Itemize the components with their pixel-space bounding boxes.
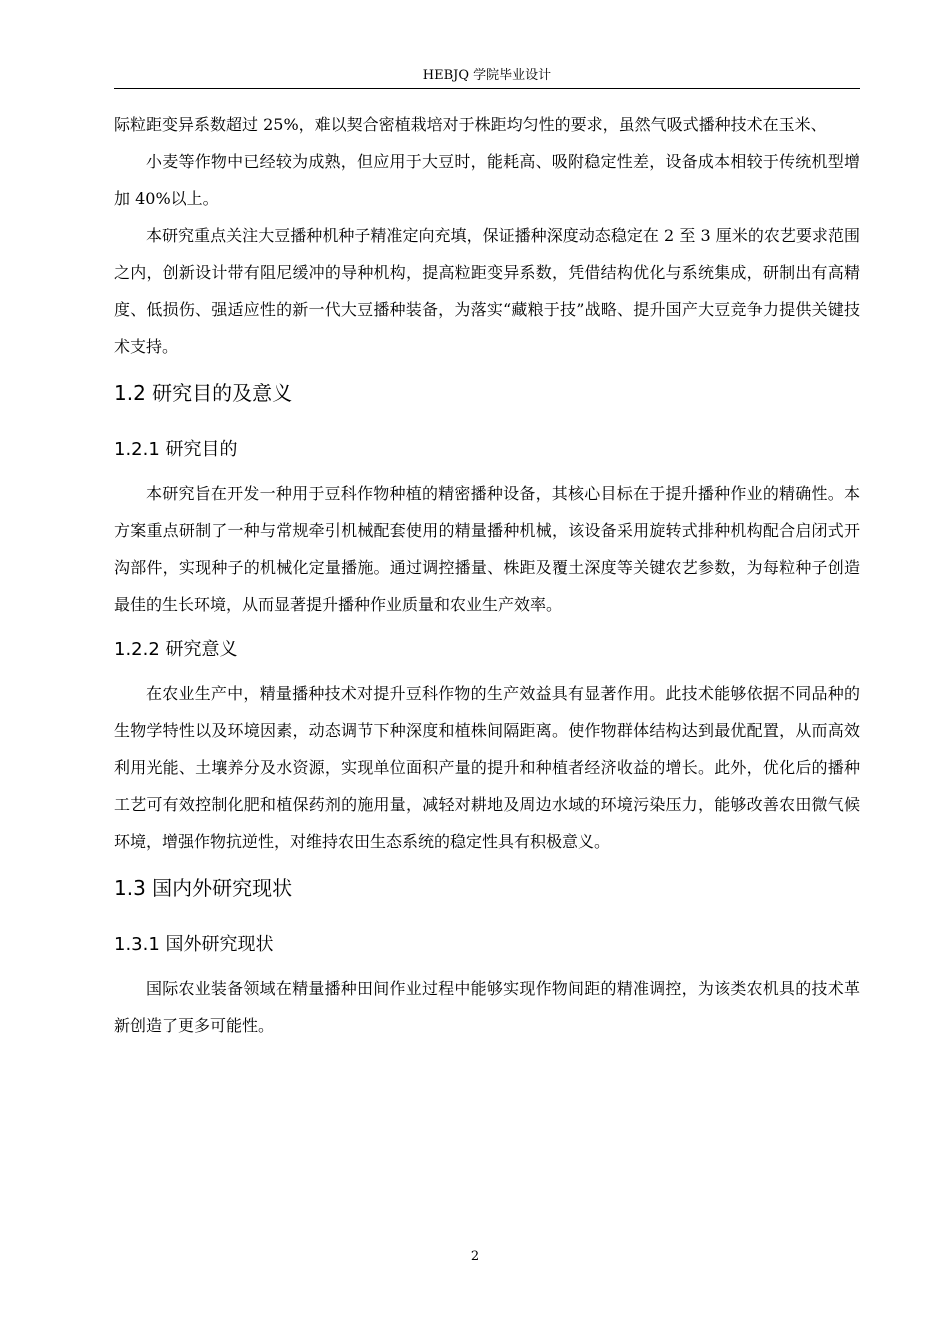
paragraph: 本研究旨在开发一种用于豆科作物种植的精密播种设备，其核心目标在于提升播种作业的精确性。本方案重点研制了一种与常规牵引机械配套使用的精量播种机械，该设备采用旋转式排种机构配合启闭式开沟部件，实现种子的机械化定量播施。通过调控播量、株距及覆土深度等关键农艺参数，为每粒种子创造最佳的生长环境，从而显著提升播种作业质量和农业生产效率。: [114, 484, 860, 614]
paragraph: 国际农业装备领域在精量播种田间作业过程中能够实现作物间距的精准调控，为该类农机具的技术革新创造了更多可能性。: [114, 979, 860, 1035]
subsection-heading-1-2-1: 1.2.1 研究目的: [114, 439, 238, 460]
page-number: 2: [470, 1249, 480, 1264]
paragraph-continuation: 际粒距变异系数超过 25%，难以契合密植栽培对于株距均匀性的要求，虽然气吸式播种技术在玉米、: [114, 115, 827, 134]
paragraph: 在农业生产中，精量播种技术对提升豆科作物的生产效益具有显著作用。此技术能够依据不同品种的生物学特性以及环境因素，动态调节下种深度和植株间隔距离。使作物群体结构达到最优配置，从而高效利用光能、土壤养分及水资源，实现单位面积产量的提升和种植者经济收益的增长。此外，优化后的播种工艺可有效控制化肥和植保药剂的施用量，减轻对耕地及周边水域的环境污染压力，能够改善农田微气候环境，增强作物抗逆性，对维持农田生态系统的稳定性具有积极意义。: [114, 684, 860, 851]
page-header: HEBJQ 学院毕业设计: [114, 66, 860, 89]
subsection-heading-1-3-1: 1.3.1 国外研究现状: [114, 934, 274, 955]
page-content: [114, 106, 860, 1044]
section-heading-1-3: 1.3 国内外研究现状: [114, 876, 293, 900]
paragraph: 本研究重点关注大豆播种机种子精准定向充填，保证播种深度动态稳定在 2 至 3 厘米的农艺要求范围之内，创新设计带有阻尼缓冲的导种机构，提高粒距变异系数，凭借结构优化与系统集成，研制出有高精度、低损伤、强适应性的新一代大豆播种装备，为落实“藏粮于技”战略、提升国产大豆竞争力提供关键技术支持。: [114, 226, 860, 356]
section-heading-1-2: 1.2 研究目的及意义: [114, 381, 293, 405]
subsection-heading-1-2-2: 1.2.2 研究意义: [114, 639, 238, 660]
paragraph: 小麦等作物中已经较为成熟，但应用于大豆时，能耗高、吸附稳定性差，设备成本相较于传统机型增加 40%以上。: [114, 152, 860, 208]
